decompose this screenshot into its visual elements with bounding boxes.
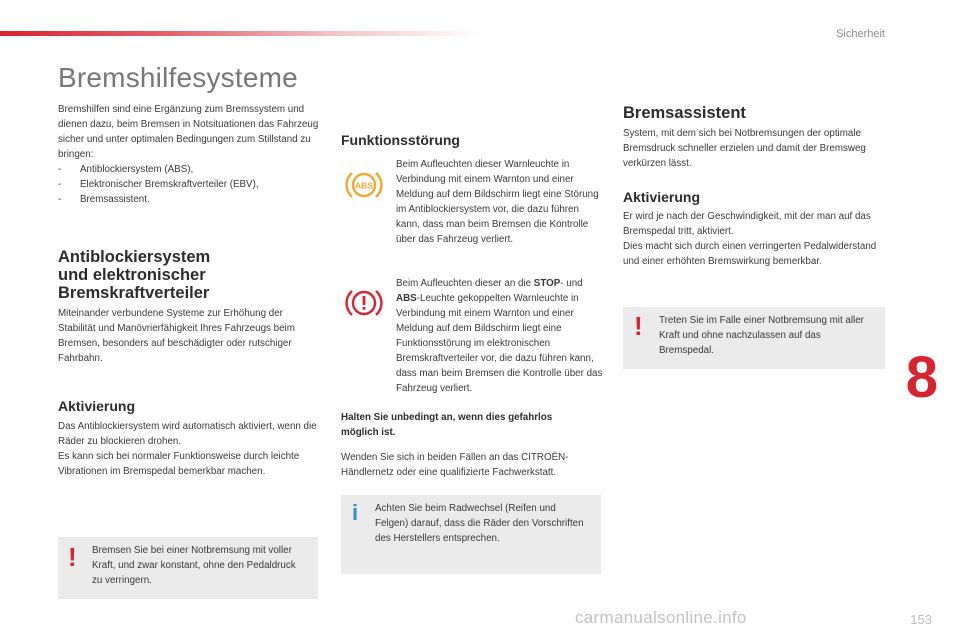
malfunction-heading: Funktionsstörung: [341, 132, 460, 148]
ebv-malfunction-text: Beim Aufleuchten dieser an die STOP- und ABS-Leuchte gekoppelten Warnleuchte in Verbindung mit einem Warnton und einer Meldung auf dem Bildschirm liegt eine Funktionsstörung im elektronischen Bremskraftverteiler vor, die dazu führen kann, dass man beim Bremsen die Kontrolle über das Fahrzeug verliert.: [396, 278, 603, 394]
brake-assist-activation-block: [623, 209, 885, 269]
abs-warning-note: [58, 537, 318, 599]
abs-malfunction-text: Beim Aufleuchten dieser Warnleuchte in Verbindung mit einem Warnton und einer Meldung auf dem Bildschirm liegt eine Störung im Antiblockiersystem vor, die dazu führen kann, dass man beim Bremsen die Kontrolle über das Fahrzeug verliert.: [396, 159, 599, 245]
brake-assist-activation-text-2: Dies macht sich durch einen verringerten Pedalwiderstand und einer erhöhten Bremswirkung bemerkbar.: [623, 241, 877, 267]
brake-assist-activation-text-1: Er wird je nach der Geschwindigkeit, mit der man auf das Bremspedal tritt, aktiviert.: [623, 211, 871, 237]
watermark: carmanualsonline.info: [575, 608, 747, 627]
stop-warning-lamp-icon: [344, 283, 384, 323]
abs-warning-lamp-icon: [344, 165, 384, 205]
brake-assist-warning-note: [623, 307, 885, 369]
intro-block: [58, 102, 320, 207]
stop-warning-text: Halten Sie unbedingt an, wenn dies gefahrlos möglich ist.: [341, 412, 553, 438]
page-number: 153: [910, 612, 932, 627]
list-item: - Bremsassistent.: [58, 194, 150, 205]
svg-text:ABS: ABS: [355, 180, 373, 191]
brake-assist-text: System, mit dem sich bei Notbremsungen der optimale Bremsdruck schneller erzielen und damit der Bremsweg verkürzen lässt.: [623, 128, 866, 169]
exclamation-icon: !: [634, 311, 643, 341]
abs-activation-heading: Aktivierung: [58, 398, 136, 414]
brake-assist-warning-text: Treten Sie im Falle einer Notbremsung mit aller Kraft und ohne nachzulassen auf das Bremspedal.: [659, 315, 864, 356]
wheel-info-text: Achten Sie beim Radwechsel (Reifen und Felgen) darauf, dass die Räder den Vorschriften des Herstellers entsprechen.: [375, 503, 584, 544]
abs-section-text: Miteinander verbundene Systeme zur Erhöhung der Stabilität und Manövrierfähigkeit Ihres Fahrzeugs beim Bremsen, besonders auf beschädigter oder rutschiger Fahrbahn.: [58, 308, 295, 364]
wheel-info-note: [341, 495, 601, 574]
intro-text: Bremshilfen sind eine Ergänzung zum Bremssystem und dienen dazu, beim Bremsen in Notsituationen das Fahrzeug sicher und unter optimalen Bedingungen zum Stillstand zu bringen:: [58, 104, 319, 160]
list-item: - Antiblockiersystem (ABS),: [58, 164, 194, 175]
info-icon: i: [352, 500, 359, 525]
exclamation-icon: !: [68, 542, 77, 572]
abs-activation-text-2: Es kann sich bei normaler Funktionsweise durch leichte Vibrationen im Bremspedal bemerkbar machen.: [58, 451, 300, 477]
chapter-number: 8: [905, 345, 938, 410]
brake-assist-activation-heading: Aktivierung: [623, 189, 701, 205]
section-label: Sicherheit: [836, 28, 885, 40]
list-item: - Elektronischer Bremskraftverteiler (EBV),: [58, 179, 259, 190]
contact-text: Wenden Sie sich in beiden Fällen an das CITROËN-Händlernetz oder eine qualifizierte Fachwerkstatt.: [341, 452, 569, 478]
brake-assist-heading: Bremsassistent: [623, 104, 746, 122]
page-title: Bremshilfesysteme: [58, 62, 298, 93]
header-accent-bar: [0, 31, 480, 36]
abs-activation-text-1: Das Antiblockiersystem wird automatisch aktiviert, wenn die Räder zu blockieren drohen.: [58, 421, 317, 447]
abs-warning-text: Bremsen Sie bei einer Notbremsung mit voller Kraft, und zwar konstant, ohne den Pedaldruck zu verringern.: [92, 545, 296, 586]
abs-section-heading: Antiblockiersystem und elektronischer Bremskraftverteiler: [58, 248, 211, 302]
abs-activation-block: [58, 419, 320, 479]
intro-list: [58, 162, 320, 207]
